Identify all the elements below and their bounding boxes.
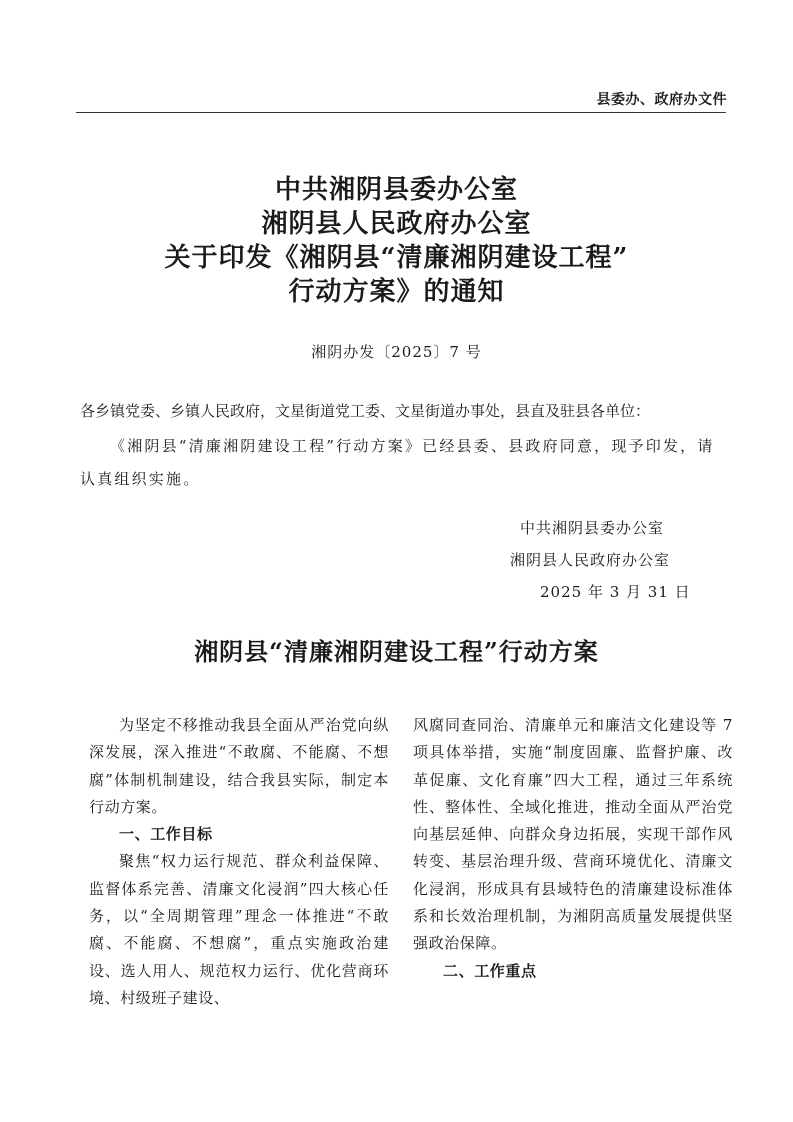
section1-paragraph: 聚焦“权力运行规范、群众利益保障、监督体系完善、清廉文化浸润”四大核心任务，以“全周期管理”理念一体推进“不敢腐、不能腐、不想腐”，重点实施政治建设、选人用人、规范权力运行、优化营商环境、村级班子建设、 <box>89 852 389 1007</box>
signature-date: 2025 年 3 月 31 日 <box>540 583 691 601</box>
section1-paragraph-continued: 风腐同查同治、清廉单元和廉洁文化建设等 7 项具体举措，实施“制度固廉、监督护廉、改革促廉、文化育廉”四大工程，通过三年系统性、整体性、全域化推进，推动全面从严治党向基层延伸、向群众身边拓展，实现干部作风转变、基层治理升级、营商环境优化、清廉文化浸润，形成具有县域特色的清廉建设标准体系和长效治理机制，为湘阴高质量发展提供坚强政治保障。 <box>413 716 733 953</box>
left-column <box>89 712 389 1012</box>
notice-title-line: 关于印发《湘阴县“清廉湘阴建设工程” <box>164 243 629 273</box>
plan-intro-paragraph: 为坚定不移推动我县全面从严治党向纵深发展，深入推进“不敢腐、不能腐、不想腐”体制机制建设，结合我县实际，制定本行动方案。 <box>89 716 389 816</box>
document-number: 湘阴办发〔2025〕7 号 <box>311 343 482 361</box>
notice-title <box>0 173 793 309</box>
notice-title-line: 行动方案》的通知 <box>288 277 505 307</box>
right-column <box>413 712 733 985</box>
recipients-line: 各乡镇党委、乡镇人民政府，文星街道党工委、文星街道办事处，县直及驻县各单位： <box>80 402 651 420</box>
header-divider <box>76 112 726 113</box>
section-heading: 二、工作重点 <box>443 961 537 980</box>
document-category-label: 县委办、政府办文件 <box>596 92 727 108</box>
signature-org: 湘阴县人民政府办公室 <box>510 551 671 569</box>
plan-title: 湘阴县“清廉湘阴建设工程”行动方案 <box>194 637 599 666</box>
notice-title-line: 湘阴县人民政府办公室 <box>261 209 532 239</box>
signature-block <box>500 512 730 608</box>
notice-title-line: 中共湘阴县委办公室 <box>274 175 518 205</box>
notice-body: 《湘阴县“清廉湘阴建设工程”行动方案》已经县委、县政府同意，现予印发，请认真组织实施。 <box>80 437 715 488</box>
signature-org: 中共湘阴县委办公室 <box>520 519 665 537</box>
section-heading: 一、工作目标 <box>119 825 213 844</box>
